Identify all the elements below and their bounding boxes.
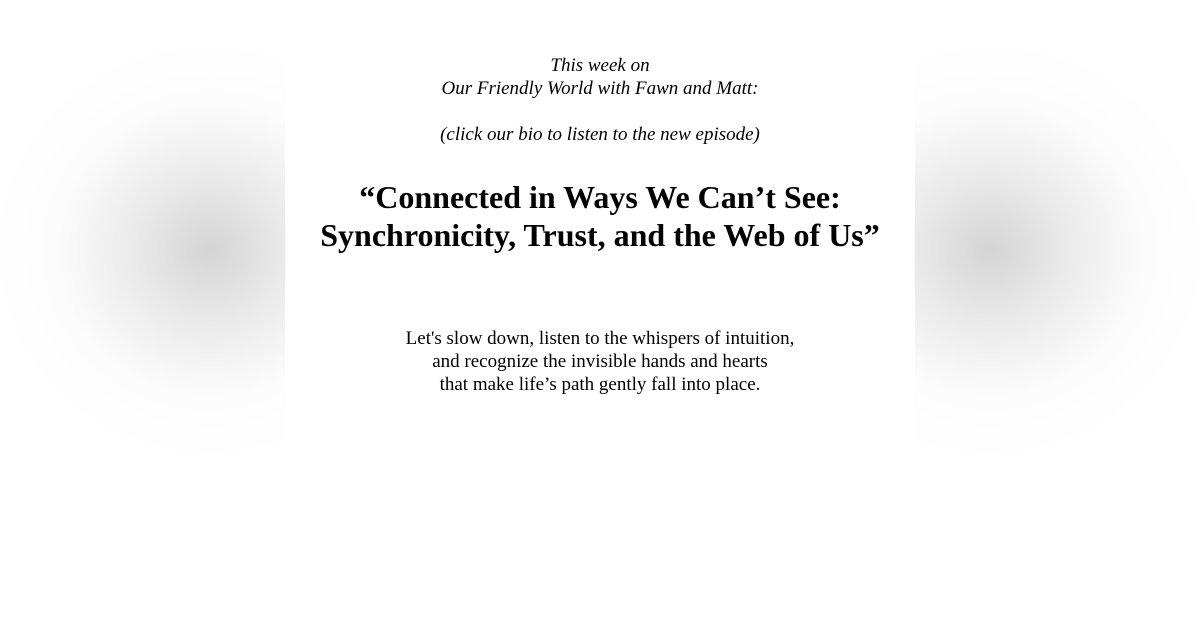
episode-title-line-2: Synchronicity, Trust, and the Web of Us” <box>320 217 880 253</box>
episode-description <box>285 327 915 396</box>
intro-line-listen-note: (click our bio to listen to the new episode) <box>440 124 760 145</box>
blurred-background-left <box>0 0 300 630</box>
promo-card <box>285 0 915 630</box>
blurred-background-right <box>900 0 1200 630</box>
episode-title-line-1: “Connected in Ways We Can’t See: <box>359 179 841 215</box>
episode-title <box>285 178 915 254</box>
intro-line-this-week: This week on <box>550 55 650 76</box>
description-line-2: and recognize the invisible hands and hearts <box>432 351 768 372</box>
description-line-1: Let's slow down, listen to the whispers of intuition, <box>405 328 795 349</box>
description-line-3: that make life’s path gently fall into place. <box>439 374 761 395</box>
intro-line-show-name: Our Friendly World with Fawn and Matt: <box>441 78 759 99</box>
